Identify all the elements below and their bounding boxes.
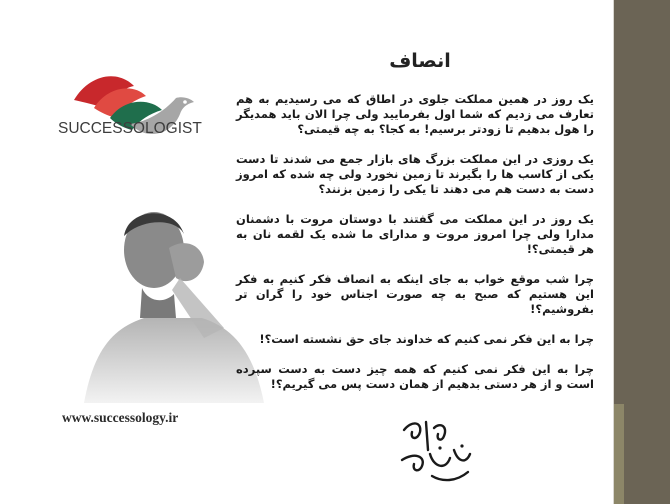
signature-image — [392, 410, 482, 490]
paragraph: چرا به این فکر نمی کنیم که خداوند جای حق نشسته است؟! — [259, 332, 594, 346]
page-title: انصاف — [389, 50, 451, 72]
bird-logo-icon — [54, 58, 214, 168]
paragraph: یک روز در همین مملکت جلوی در اطاق که می رسیدیم به هم تعارف می زدیم که شما اول بفرمایید ولی چرا الان باید همدیگر را هول بدهیم تا زودتر برسیم! به کجا؟ به چه قیمتی؟ — [236, 92, 594, 136]
paragraph: چرا به این فکر نمی کنیم که همه چیز دست به دست سپرده است و از هر دستی بدهیم از همان دست پس می گیریم؟! — [236, 362, 594, 391]
logo-wordmark: SUCCESSOLOGIST — [58, 120, 202, 137]
article-body — [236, 92, 594, 407]
website-url[interactable]: www.successology.ir — [62, 410, 179, 425]
paragraph: یک روز در این مملکت می گفتند با دوستان مروت با دشمنان مدارا ولی چرا امروز مروت و مدارای ما شده یک لقمه نان به هر قیمتی؟! — [236, 212, 594, 256]
paragraph: چرا شب موقع خواب به جای اینکه به انصاف فکر کنیم به فکر این هستیم که صبح به چه صورت اجناس خود را گران تر بفروشیم؟! — [236, 272, 594, 316]
side-bar-accent-inner — [624, 404, 670, 504]
paragraph: یک روزی در این مملکت بزرگ های بازار جمع می شدند تا دست یکی از کاسب ها را بگیرند تا زمین نخورد ولی چه شده که امروز دست به دست هم می دهند تا یکی را زمین بزنند؟ — [236, 152, 594, 196]
